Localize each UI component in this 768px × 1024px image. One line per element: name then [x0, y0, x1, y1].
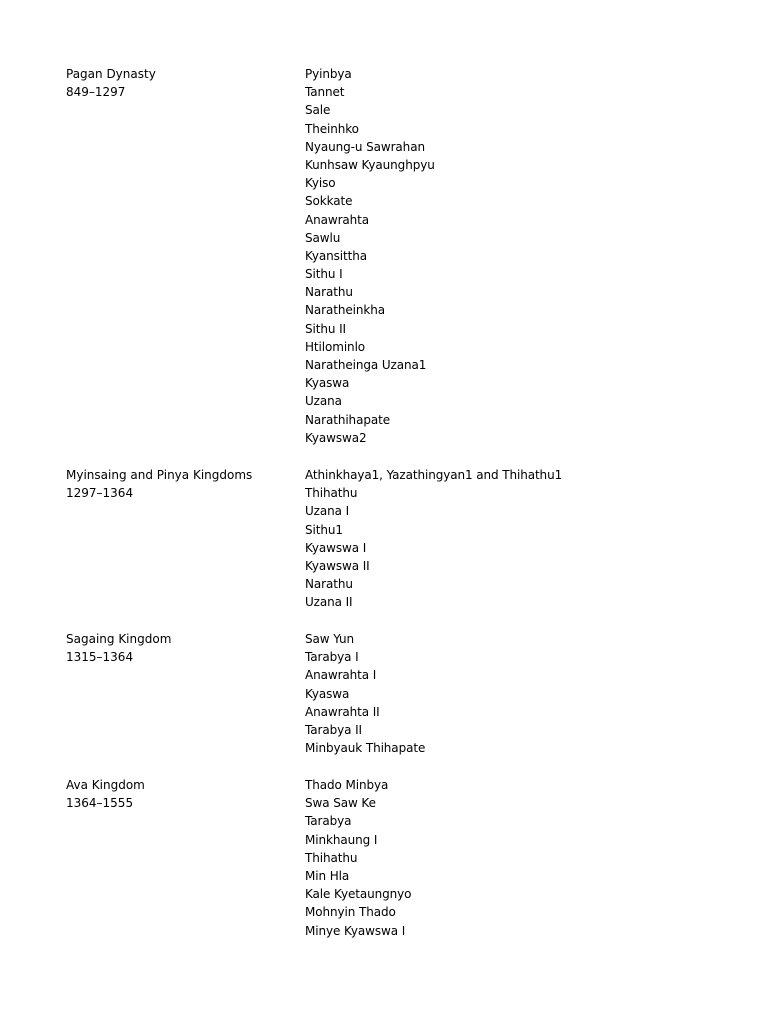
ruler-name: Nyaung-u Sawrahan — [305, 139, 425, 154]
ruler-name: Thihathu — [305, 850, 358, 865]
ruler-name: Sithu I — [305, 267, 343, 282]
ruler-name: Tarabya II — [305, 722, 362, 737]
dynasty-name: Myinsaing and Pinya Kingdoms — [66, 468, 253, 482]
ruler-name: Tarabya — [305, 814, 352, 829]
ruler-name: Kyawswa II — [305, 558, 370, 573]
ruler-name: Min Hla — [305, 868, 350, 883]
ruler-name: Naratheinga Uzana1 — [305, 358, 427, 372]
ruler-list — [305, 776, 705, 940]
ruler-name: Htilominlo — [305, 339, 366, 354]
dynasty-years: 1315–1364 — [66, 650, 134, 665]
ruler-name: Pyinbya — [305, 67, 352, 81]
ruler-name: Sithu1 — [305, 522, 343, 537]
ruler-name: Kyawswa2 — [305, 430, 367, 445]
dynasty-info — [66, 776, 296, 812]
ruler-name: Anawrahta I — [305, 668, 377, 683]
dynasty-name: Ava Kingdom — [66, 778, 145, 792]
dynasty-name: Sagaing Kingdom — [66, 632, 172, 646]
ruler-list — [305, 65, 705, 447]
ruler-name: Minye Kyawswa I — [305, 923, 406, 938]
ruler-name: Swa Saw Ke — [305, 796, 376, 811]
dynasty-years: 1297–1364 — [66, 486, 134, 501]
ruler-name: Mohnyin Thado — [305, 905, 396, 920]
dynasty-info — [66, 466, 296, 502]
ruler-name: Minbyauk Thihapate — [305, 741, 426, 756]
ruler-name: Narathu — [305, 577, 353, 592]
ruler-name: Kyaswa — [305, 686, 350, 701]
ruler-name: Sithu II — [305, 321, 346, 336]
ruler-name: Sale — [305, 103, 331, 118]
ruler-name: Theinhko — [305, 121, 359, 136]
ruler-name: Uzana II — [305, 595, 353, 610]
ruler-name: Kyaswa — [305, 376, 350, 391]
ruler-name: Kyawswa I — [305, 540, 367, 555]
ruler-list — [305, 466, 705, 612]
ruler-name: Sawlu — [305, 230, 341, 245]
ruler-name: Tarabya I — [305, 650, 359, 665]
ruler-name: Uzana I — [305, 504, 350, 519]
ruler-name: Kyansittha — [305, 248, 368, 263]
dynasty-info — [66, 65, 296, 101]
dynasty-years: 849–1297 — [66, 85, 126, 100]
ruler-name: Narathu — [305, 285, 353, 300]
ruler-name: Kyiso — [305, 176, 336, 191]
ruler-name: Minkhaung I — [305, 832, 378, 847]
ruler-name: Uzana — [305, 394, 342, 409]
ruler-name: Naratheinkha — [305, 303, 385, 318]
ruler-name: Kunhsaw Kyaunghpyu — [305, 157, 435, 172]
ruler-name: Anawrahta II — [305, 704, 380, 719]
dynasty-info — [66, 630, 296, 666]
ruler-name: Sokkate — [305, 194, 353, 209]
dynasty-years: 1364–1555 — [66, 796, 134, 811]
ruler-name: Kale Kyetaungnyo — [305, 887, 412, 902]
ruler-name: Thihathu — [305, 486, 358, 501]
dynasty-name: Pagan Dynasty — [66, 67, 156, 81]
ruler-name: Anawrahta — [305, 212, 370, 227]
ruler-name: Saw Yun — [305, 632, 355, 646]
ruler-name: Thado Minbya — [305, 778, 389, 792]
ruler-name: Tannet — [305, 85, 345, 100]
ruler-name: Athinkhaya1, Yazathingyan1 and Thihathu1 — [305, 468, 563, 482]
ruler-name: Narathihapate — [305, 412, 390, 427]
ruler-list — [305, 630, 705, 757]
